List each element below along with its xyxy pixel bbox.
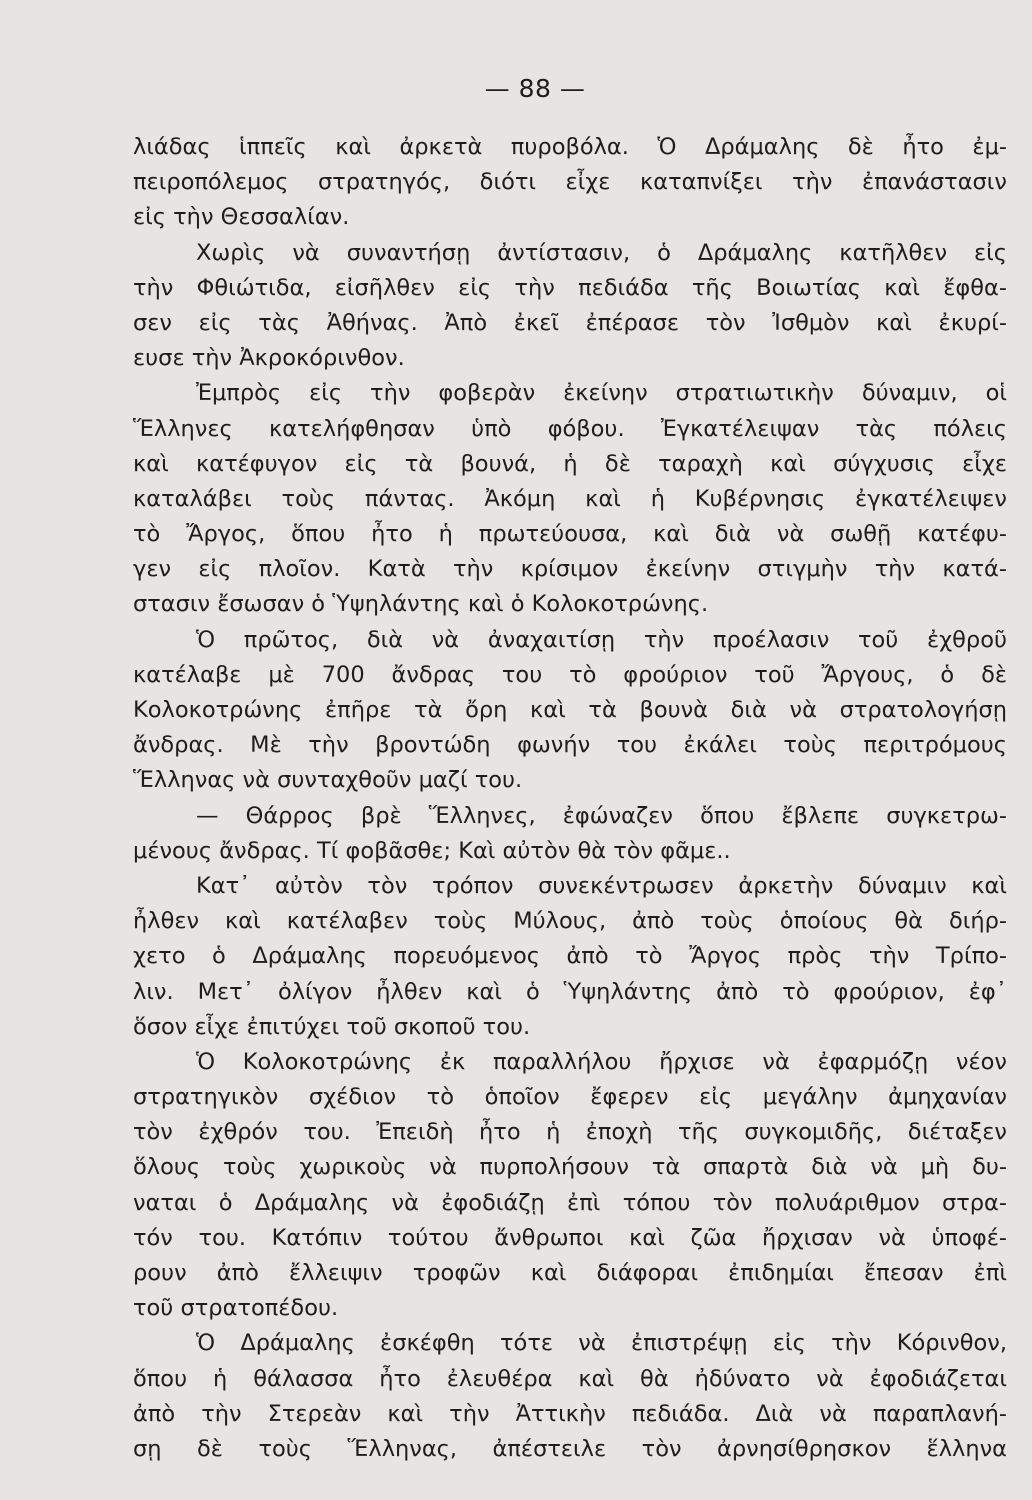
text-line: Ἕλληνες κατελήφθησαν ὑπὸ φόβου. Ἐγκατέλειψαν τὰς πόλεις: [133, 415, 1007, 442]
text-line: ρουν ἀπὸ ἔλλειψιν τροφῶν καὶ διάφοραι ἐπιδημίαι ἔπεσαν ἐπὶ: [133, 1260, 1007, 1286]
text-line: τὸν ἐχθρόν του. Ἐπειδὴ ἦτο ἡ ἐποχὴ τῆς συγκομιδῆς, διέταξεν: [133, 1119, 1007, 1146]
text-line: ἄνδρας. Μὲ τὴν βροντώδη φωνήν του ἐκάλει τοὺς περιτρόμους: [133, 732, 1007, 759]
body-text: [133, 130, 1007, 1467]
text-line: ὅπου ἡ θάλασσα ἦτο ἐλευθέρα καὶ θὰ ἠδύνατο νὰ ἐφοδιάζεται: [133, 1365, 1007, 1392]
text-line: Χωρὶς νὰ συναντήσῃ ἀντίστασιν, ὁ Δράμαλης κατῆλθεν εἰς: [196, 239, 1007, 266]
text-line: ὅσον εἶχε ἐπιτύχει τοῦ σκοποῦ του.: [133, 1013, 531, 1040]
text-line: λιάδας ἱππεῖς καὶ ἀρκετὰ πυροβόλα. Ὁ Δράμαλης δὲ ἦτο ἐμ-: [133, 134, 1007, 160]
text-line: γεν εἰς πλοῖον. Κατὰ τὴν κρίσιμον ἐκείνην στιγμὴν τὴν κατά-: [133, 556, 1007, 583]
text-line: καὶ κατέφυγον εἰς τὰ βουνά, ἡ δὲ ταραχὴ καὶ σύγχυσις εἶχε: [133, 450, 1007, 477]
text-line: χετο ὁ Δράμαλης πορευόμενος ἀπὸ τὸ Ἄργος πρὸς τὴν Τρίπο-: [133, 943, 1007, 970]
text-line: τὴν Φθιώτιδα, εἰσῆλθεν εἰς τὴν πεδιάδα τῆς Βοιωτίας καὶ ἔφθα-: [133, 274, 1007, 301]
text-line: λιν. Μετ᾿ ὀλίγον ἦλθεν καὶ ὁ Ὑψηλάντης ἀπὸ τὸ φρούριον, ἐφ᾿: [133, 978, 1007, 1005]
text-line: μένους ἄνδρας. Τί φοβᾶσθε; Καὶ αὐτὸν θὰ τὸν φᾶμε..: [133, 837, 731, 864]
text-line: ευσε τὴν Ἀκροκόρινθον.: [133, 345, 405, 372]
text-line: στασιν ἔσωσαν ὁ Ὑψηλάντης καὶ ὁ Κολοκοτρώνης.: [133, 591, 709, 618]
text-line: στρατηγικὸν σχέδιον τὸ ὁποῖον ἔφερεν εἰς μεγάλην ἀμηχανίαν: [133, 1084, 1007, 1111]
text-line: Κατ᾿ αὐτὸν τὸν τρόπον συνεκέντρωσεν ἀρκετὴν δύναμιν καὶ: [196, 872, 1007, 899]
text-line: τοῦ στρατοπέδου.: [133, 1295, 339, 1322]
text-line: σεν εἰς τὰς Ἀθήνας. Ἀπὸ ἐκεῖ ἐπέρασε τὸν Ἰσθμὸν καὶ ἐκυρί-: [133, 309, 1007, 336]
text-line: Ἕλληνας νὰ συνταχθοῦν μαζί του.: [133, 767, 523, 794]
text-line: τόν του. Κατόπιν τούτου ἄνθρωποι καὶ ζῶα ἤρχισαν νὰ ὑποφέ-: [133, 1224, 1007, 1251]
text-line: κατέλαβε μὲ 700 ἄνδρας του τὸ φρούριον τοῦ Ἄργους, ὁ δὲ: [133, 661, 1007, 688]
text-line: — Θάρρος βρὲ Ἕλληνες, ἐφώναζεν ὅπου ἔβλεπε συγκετρω-: [196, 802, 1007, 829]
text-line: πειροπόλεμος στρατηγός, διότι εἶχε καταπνίξει τὴν ἐπανάστασιν: [133, 169, 1007, 196]
text-line: καταλάβει τοὺς πάντας. Ἀκόμη καὶ ἡ Κυβέρνησις ἐγκατέλειψεν: [133, 485, 1007, 512]
page-number: — 88 —: [484, 74, 586, 103]
text-line: εἰς τὴν Θεσσαλίαν.: [133, 204, 350, 231]
text-line: Ὁ πρῶτος, διὰ νὰ ἀναχαιτίσῃ τὴν προέλασιν τοῦ ἐχθροῦ: [196, 626, 1007, 653]
text-line: Ὁ Κολοκοτρώνης ἐκ παραλλήλου ἤρχισε νὰ ἐφαρμόζῃ νέον: [196, 1048, 1007, 1075]
text-line: σῃ δὲ τοὺς Ἕλληνας, ἀπέστειλε τὸν ἀρνησίθρησκον ἕλληνα: [133, 1435, 1007, 1462]
text-line: ναται ὁ Δράμαλης νὰ ἐφοδιάζῃ ἐπὶ τόπου τὸν πολυάριθμον στρα-: [133, 1189, 1007, 1216]
text-line: Κολοκοτρώνης ἐπῆρε τὰ ὄρη καὶ τὰ βουνὰ διὰ νὰ στρατολογήσῃ: [133, 697, 1007, 723]
text-line: Ἐμπρὸς εἰς τὴν φοβερὰν ἐκείνην στρατιωτικὴν δύναμιν, οἱ: [196, 380, 1007, 407]
text-line: Ὁ Δράμαλης ἐσκέφθη τότε νὰ ἐπιστρέψῃ εἰς τὴν Κόρινθον,: [196, 1330, 1007, 1357]
text-line: ἦλθεν καὶ κατέλαβεν τοὺς Μύλους, ἀπὸ τοὺς ὁποίους θὰ διήρ-: [133, 908, 1007, 935]
text-line: ὅλους τοὺς χωρικοὺς νὰ πυρπολήσουν τὰ σπαρτὰ διὰ νὰ μὴ δυ-: [133, 1154, 1007, 1181]
text-line: ἀπὸ τὴν Στερεὰν καὶ τὴν Ἀττικὴν πεδιάδα. Διὰ νὰ παραπλανή-: [133, 1400, 1007, 1427]
text-line: τὸ Ἄργος, ὅπου ἦτο ἡ πρωτεύουσα, καὶ διὰ νὰ σωθῇ κατέφυ-: [133, 521, 1007, 548]
